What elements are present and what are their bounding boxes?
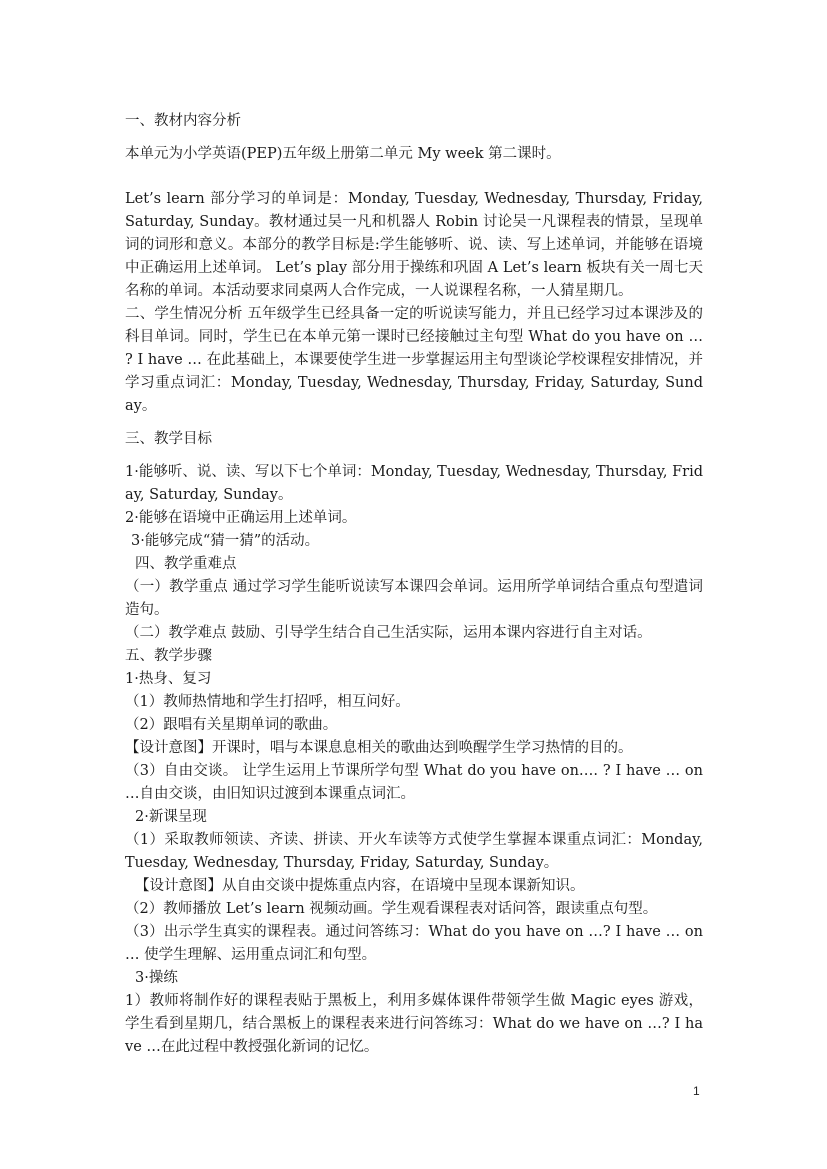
step-1-heading: 1·热身、复习 — [125, 671, 212, 687]
step-3-item-1: 1）教师将制作好的课程表贴于黑板上，利用多媒体课件带领学生做 Magic eyes 游戏，学生看到星期几，结合黑板上的课程表来进行问答练习：What do we have on …? I have …在此过程中教授强化新词的记忆。 — [125, 993, 703, 1055]
goal-item-3: 3·能够完成“猜一猜”的活动。 — [131, 533, 320, 549]
step-1-item-1: （1）教师热情地和学生打招呼，相互问好。 — [125, 694, 410, 710]
difficult-point: （二）教学难点 鼓励、引导学生结合自己生活实际，运用本课内容进行自主对话。 — [125, 625, 652, 641]
paragraph-material-analysis: Let’s learn 部分学习的单词是：Monday, Tuesday, Wednesday, Thursday, Friday, Saturday, Sunday。教材通过吴一凡和机器人 Robin 讨论吴一凡课程表的情景，呈现单词的词形和意义。本部分的教学目标是:学生能够听、说、读、写上述单词，并能够在语境中正确运用上述单词。 Let’s play 部分用于操练和巩固 A Let’s learn 板块有关一周七天名称的单词。本活动要求同桌两人合作完成，一人说课程名称，一人猜星期几。 — [125, 191, 703, 299]
step-3-heading: 3·操练 — [135, 970, 178, 986]
key-point: （一）教学重点 通过学习学生能听说读写本课四会单词。运用所学单词结合重点句型遣词造句。 — [125, 579, 703, 618]
step-2-item-2: （2）教师播放 Let’s learn 视频动画。学生观看课程表对话问答，跟读重点句型。 — [125, 901, 658, 917]
step-1-item-3: （3）自由交谈。 让学生运用上节课所学句型 What do you have on…. ? I have … on …自由交谈，由旧知识过渡到本课重点词汇。 — [125, 763, 703, 802]
step-2-item-3: （3）出示学生真实的课程表。通过问答练习：What do you have on …? I have … on … 使学生理解、运用重点词汇和句型。 — [125, 924, 703, 963]
step-2-item-1: （1）采取教师领读、齐读、拼读、开火车读等方式使学生掌握本课重点词汇：Monday, Tuesday, Wednesday, Thursday, Friday, Saturday, Sunday。 — [125, 832, 703, 871]
section-heading-3: 三、教学目标 — [125, 431, 212, 447]
design-intent-2: 【设计意图】从自由交谈中提炼重点内容，在语境中呈现本课新知识。 — [135, 878, 585, 894]
goal-item-1: 1·能够听、说、读、写以下七个单词：Monday, Tuesday, Wednesday, Thursday, Friday, Saturday, Sunday。 — [125, 464, 704, 503]
step-2-heading: 2·新课呈现 — [135, 809, 207, 825]
paragraph-unit-intro: 本单元为小学英语(PEP)五年级上册第二单元 My week 第二课时。 — [125, 146, 561, 162]
section-heading-1: 一、教材内容分析 — [125, 113, 241, 129]
section-heading-4: 四、教学重难点 — [135, 556, 237, 572]
goal-item-2: 2·能够在语境中正确运用上述单词。 — [125, 510, 357, 526]
paragraph-student-analysis: 二、学生情况分析 五年级学生已经具备一定的听说读写能力，并且已经学习过本课涉及的科目单词。同时，学生已在本单元第一课时已经接触过主句型 What do you have on … ? I have … 在此基础上，本课要使学生进一步掌握运用主句型谈论学校课程安排情况，并学习重点词汇：Monday, Tuesday, Wednesday, Thursday, Friday, Saturday, Sunday。 — [125, 306, 703, 414]
design-intent-1: 【设计意图】开课时，唱与本课息息相关的歌曲达到唤醒学生学习热情的目的。 — [125, 740, 633, 756]
step-1-item-2: （2）跟唱有关星期单词的歌曲。 — [125, 717, 338, 733]
section-heading-5: 五、教学步骤 — [125, 648, 212, 664]
page-number: 1 — [693, 1084, 700, 1098]
document-body — [125, 110, 703, 1059]
